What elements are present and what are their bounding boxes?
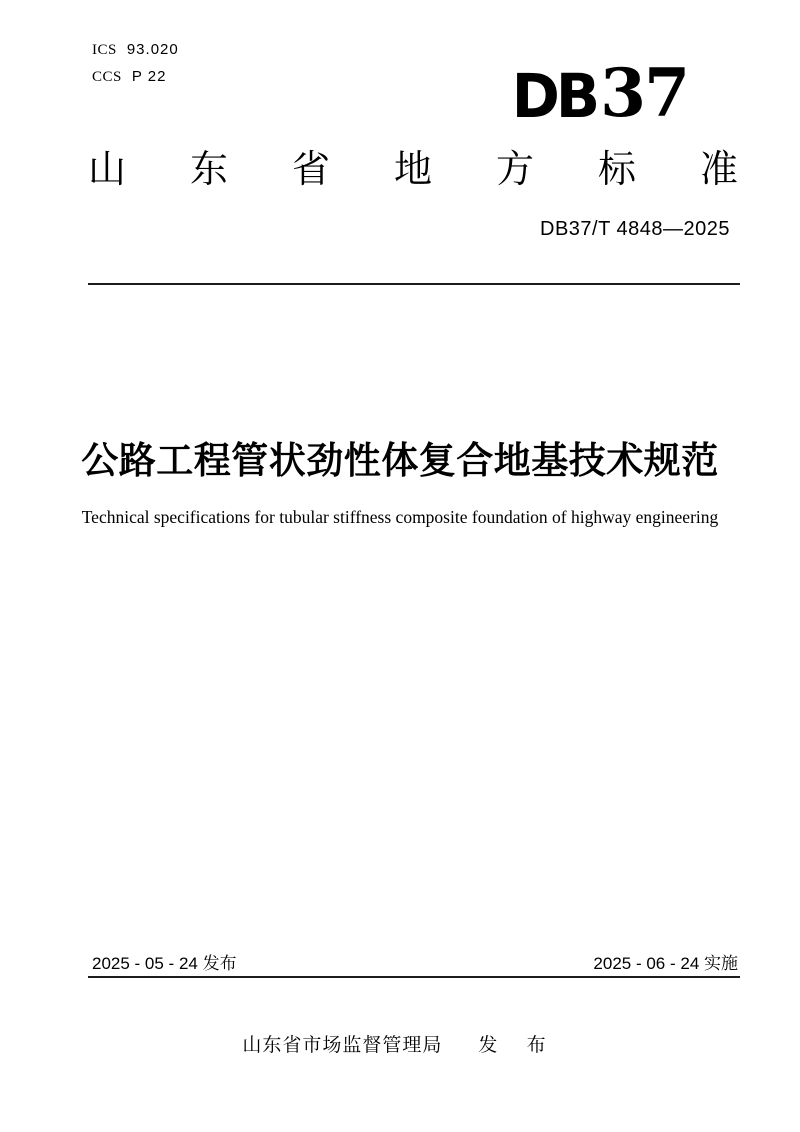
ccs-value: P 22: [131, 68, 167, 85]
db37-logo-number: 37: [600, 54, 688, 132]
document-title-english: Technical specifications for tubular stiffness composite foundation of highway engineering: [81, 507, 719, 527]
db37-logo: [511, 54, 688, 132]
issue-date: 2025 - 05 - 24 发布: [92, 954, 237, 973]
top-divider-line: [88, 283, 740, 285]
db37-logo-db: DB: [511, 60, 597, 132]
ics-label: ICS: [92, 42, 117, 58]
document-title-chinese: 公路工程管状劲性体复合地基技术规范: [81, 440, 719, 481]
ccs-label: CCS: [92, 69, 122, 85]
ics-value: 93.020: [126, 41, 179, 58]
standard-number: DB37/T 4848—2025: [540, 218, 730, 240]
ccs-code-row: [92, 67, 179, 87]
publisher-name: 山东省市场监督管理局: [242, 1035, 443, 1056]
bottom-divider-line: [88, 976, 740, 978]
date-row: [92, 949, 738, 974]
standard-type-title: 山东省地方标准: [88, 149, 738, 191]
publish-label: 发 布: [478, 1035, 558, 1056]
publisher-row: [0, 1030, 800, 1057]
implement-date: 2025 - 06 - 24 实施: [593, 954, 738, 973]
classification-codes: [92, 40, 179, 94]
ics-code-row: [92, 40, 179, 60]
